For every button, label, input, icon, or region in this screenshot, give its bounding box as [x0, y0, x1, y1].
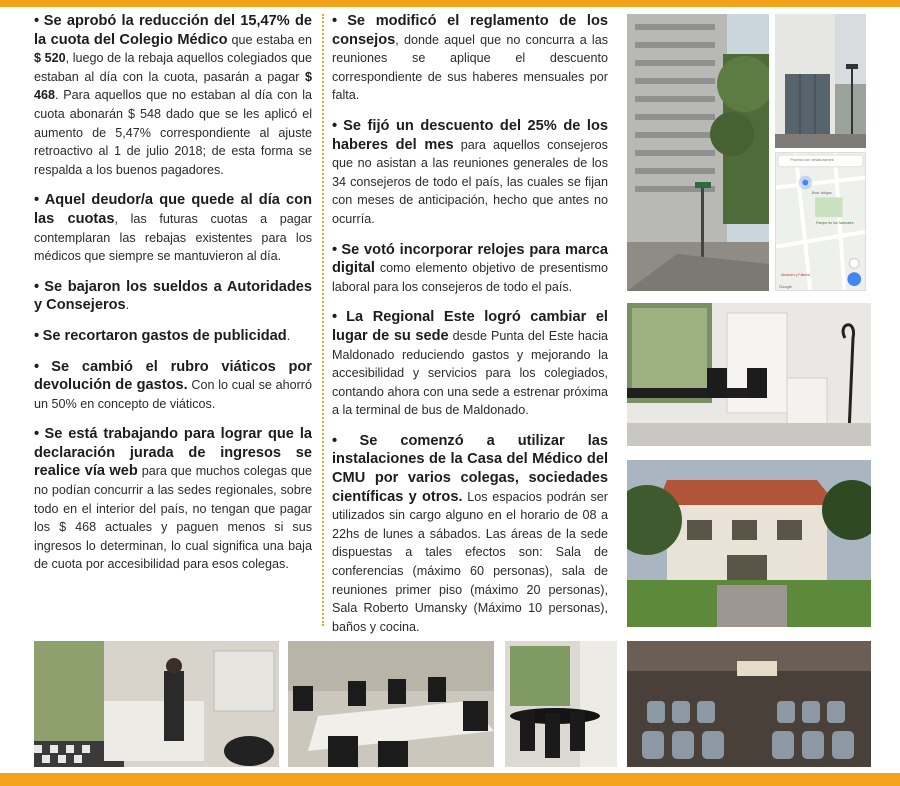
bullet: • [34, 327, 40, 344]
map-street-label: Bvar. Artigas [812, 191, 832, 195]
item-heading: Se bajaron los sueldos a Autoridades y Consejeros [34, 278, 313, 314]
bullet: • [332, 241, 338, 258]
bullet: • [34, 358, 40, 375]
item-heading: Aquel deudor/a que quede al día con las cuotas [34, 192, 312, 227]
amount-468: $ 468 [34, 69, 312, 103]
column-divider [322, 14, 324, 626]
item-publicidad [34, 327, 312, 346]
map-place-label: Parque de los Naturales [816, 221, 854, 225]
map-screenshot [775, 152, 866, 291]
conference-room-photo [627, 641, 871, 767]
item-viaticos [34, 358, 312, 414]
item-text: como elemento objetivo de presentismo laboral para los consejeros de todo el país. [332, 261, 608, 294]
amount-520: $ 520 [34, 51, 66, 66]
item-heading: Se comenzó a utilizar las instalaciones de la Casa del Médico del CMU por varios colegas, sociedades científicas y otros. [332, 432, 608, 505]
item-heading: Se votó incorporar relojes para marca digital [332, 241, 608, 277]
top-accent-bar [0, 0, 900, 7]
item-text: desde Punta del Este hacia Maldonado reduciendo gastos y mejorando la accesibilidad y servicios para los colegiados, contando ahora con una sede a estrenar próxima a la terminal de bus de Maldonado. [332, 328, 608, 418]
bullet: • [332, 13, 338, 29]
item-deudor [34, 191, 312, 265]
item-heading: Se fijó un descuento del 25% de los haberes del mes [332, 117, 609, 153]
right-column [332, 12, 608, 648]
office-photo [627, 303, 871, 446]
item-heading: Se aprobó la reducción del 15,47% de la cuota del Colegio Médico [34, 13, 313, 48]
map-brand-logo: Google [779, 284, 792, 289]
item-heading: La Regional Este logró cambiar el lugar de su sede [332, 309, 608, 344]
map-search-input: Prueba con restaurantes [790, 157, 834, 162]
item-text: , las futuras cuotas a pagar contemplaran las rebajas existentes para los médicos que siempre se mantuvieron al día. [34, 211, 312, 264]
item-text: para que muchos colegas que no podían concurrir a las sedes regionales, sobre todo en el interior del país, no tengan que pagar los $ 468 actuales y paguen menos si sus ingresos lo determinan, lo cual significa una baja de cuota por accesibilidad para esos colegas. [34, 464, 312, 572]
item-text: Con lo cual se ahorró un 50% en concepto de viáticos. [34, 378, 312, 411]
small-room-photo [505, 641, 617, 767]
item-cuota-reduction [34, 12, 312, 179]
item-heading: Se recortaron gastos de publicidad [42, 327, 287, 344]
item-text: , luego de la rebaja aquellos colegiados que estaban al día con la cuota, pasarán a pagar [34, 51, 313, 84]
item-heading: Se está trabajando para lograr que la declaración jurada de ingresos se realice vía web [34, 426, 312, 480]
item-casa-medico [332, 432, 608, 637]
item-text: . [286, 328, 291, 343]
item-regional-este [332, 308, 608, 420]
item-relojes [332, 241, 608, 297]
item-text: . Para aquellos que no estaban al día con la cuota abonarán $ 548 dado que se les aplicó el aumento de 5,47% correspondiente al ajuste retroactivo al 1 de julio 2018; de esta forma se respalda a los buenos pagadores. [34, 88, 312, 177]
bullet: • [332, 309, 338, 326]
bullet: • [34, 278, 40, 295]
item-heading: Se modificó el reglamento de los consejos [332, 13, 608, 48]
item-text: , donde aquel que no concurra a las reuniones se aplique el descuento correspondiente de sus haberes mensuales por falta. [332, 32, 608, 103]
item-reglamento [332, 12, 608, 105]
item-text: Los espacios podrán ser utilizados sin cargo alguno en el horario de 08 a 22hs de lunes a sábados. Las áreas de la sede dispuestas a tales efectos son: Sala de conferencias (máximo 60 personas), sala de reuniones primer piso (máximo 20 personas), Sala Roberto Umansky (Máximo 10 personas), baños y cocina. [332, 489, 608, 634]
item-sueldos [34, 278, 312, 315]
item-declaracion-web [34, 425, 312, 574]
building-photo [627, 14, 769, 291]
item-text: para aquellos consejeros que no asistan a las reuniones generales de los 34 consejeros de todo el país, las cuales se fijan con meses de anticipación, hecho que antes no ocurría. [332, 137, 608, 226]
bullet: • [34, 192, 40, 209]
map-poi-label: Almacén y Fábrica [781, 273, 810, 277]
item-descuento [332, 117, 608, 229]
bullet: • [332, 117, 338, 134]
house-photo [627, 460, 871, 627]
bottom-accent-bar [0, 773, 900, 786]
item-text: que estaba en [227, 32, 312, 47]
left-column [34, 12, 312, 586]
meeting-room-photo [288, 641, 494, 767]
bullet: • [332, 432, 338, 449]
reception-photo [34, 641, 279, 767]
entrance-photo [775, 14, 866, 148]
bullet: • [34, 426, 40, 443]
item-heading: Se cambió el rubro viáticos por devolución de gastos. [34, 358, 312, 394]
item-text: . [125, 298, 130, 313]
bullet: • [34, 13, 40, 29]
